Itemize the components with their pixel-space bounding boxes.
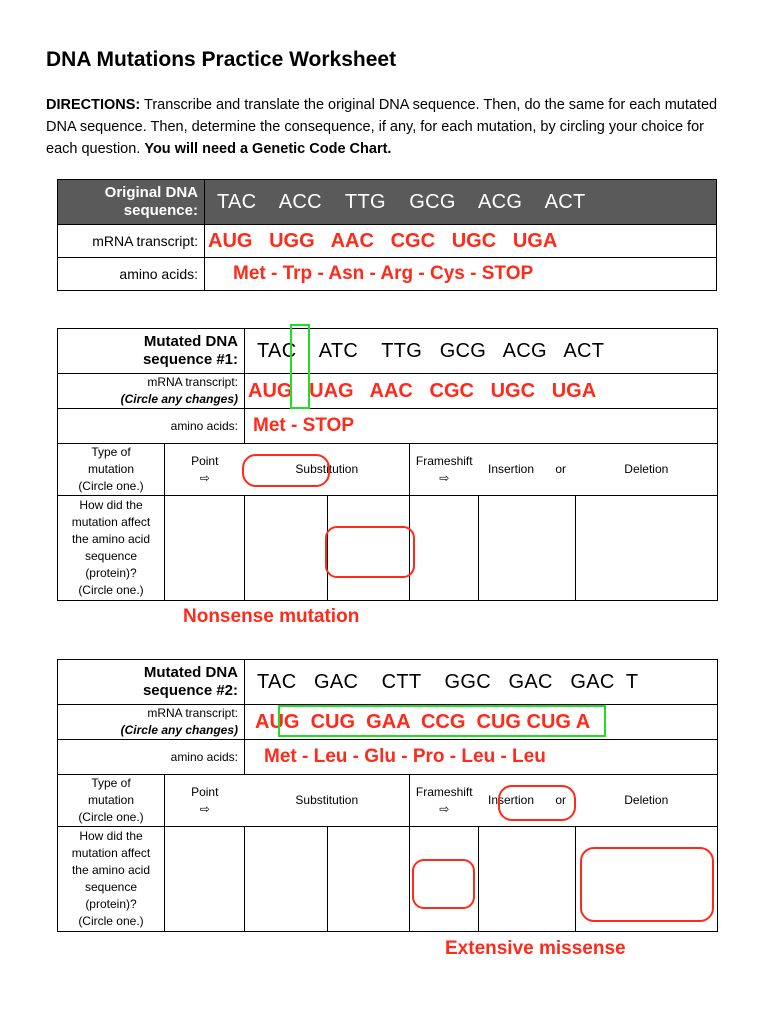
mutation2-effect-label: How did the mutation affect the amino acid sequence (protein)? (Circle one.): [58, 827, 165, 932]
mutation1-substitution-circle: [242, 454, 330, 487]
mutation1-effect-option-4[interactable]: [410, 496, 479, 601]
mutation1-frameshift-cell: [410, 444, 479, 496]
mutation2-frameshift-label: Frameshift: [415, 784, 473, 799]
mutation1-effect-option-1[interactable]: [165, 496, 245, 601]
mutation2-dna-sequence: TAC GAC CTT GGC GAC GAC T: [245, 660, 718, 705]
mutation1-mrna-label-line2: (Circle any changes): [120, 392, 239, 406]
mutation1-dna-label-line2: sequence #1:: [142, 351, 239, 368]
mutation2-effect-circle-2: [580, 847, 714, 922]
mutation2-dna-label-line2: sequence #2:: [142, 682, 239, 699]
mutation2-point-option[interactable]: Point: [191, 784, 219, 799]
mutation1-mrna-label: [58, 374, 245, 409]
mutation2-point-cell: [165, 775, 245, 827]
mutation1-effect-label: How did the mutation affect the amino acid sequence (protein)? (Circle one.): [58, 496, 165, 601]
mutation1-point-cell: [165, 444, 245, 496]
arrow-icon: ⇨: [439, 470, 450, 485]
mutation1-effect-option-6[interactable]: [576, 496, 718, 601]
mutation2-frameshift-cell: [410, 775, 479, 827]
mutation2-aa-label: amino acids:: [58, 740, 245, 775]
mutation1-mrna-label-line1: mRNA transcript:: [147, 375, 239, 389]
mutation1-insertion-cell: [479, 444, 576, 496]
original-dna-label-line2: sequence:: [123, 202, 198, 219]
directions-bold-tail: You will need a Genetic Code Chart.: [144, 141, 392, 157]
original-mrna-answer: AUG UGG AAC CGC UGC UGA: [205, 225, 717, 258]
mutation2-insertion-circle: [498, 785, 576, 821]
mutation2-effect-option-5[interactable]: [479, 827, 576, 932]
mutation2-deletion-option[interactable]: Deletion: [576, 775, 718, 827]
mutation2-substitution-option[interactable]: Substitution: [245, 775, 410, 827]
mutation1-aa-label: amino acids:: [58, 409, 245, 444]
mutation2-effect-option-2[interactable]: [245, 827, 328, 932]
original-dna-label: [58, 180, 205, 225]
directions-text: Transcribe and translate the original DNA sequence. Then, do the same for each mutated DNA sequence. Then, determine the consequence, if any, for each mutation, by circling your choice for each question.: [46, 97, 718, 157]
mutation1-effect-option-2[interactable]: [245, 496, 328, 601]
mutation2-dna-label-line1: Mutated DNA: [143, 664, 239, 681]
mutation1-substitution-option[interactable]: Substitution: [245, 444, 410, 496]
mutation2-mrna-start: AUG: [255, 710, 300, 733]
original-table: [57, 179, 717, 291]
mutation2-dna-label: [58, 660, 245, 705]
mutation1-point-option[interactable]: Point: [191, 453, 219, 468]
mutation1-dna-label-line1: Mutated DNA: [143, 333, 239, 350]
original-dna-sequence: TAC ACC TTG GCG ACG ACT: [205, 180, 717, 225]
mutation2-mrna-label-line2: (Circle any changes): [120, 723, 239, 737]
mutation1-changed-base-highlight: [290, 324, 310, 409]
mutation1-deletion-option[interactable]: Deletion: [576, 444, 718, 496]
mutation2-type-label: Type of mutation (Circle one.): [58, 775, 165, 827]
mutation2-mrna-label-line1: mRNA transcript:: [147, 706, 239, 720]
mutation2-aa-answer: Met - Leu - Glu - Pro - Leu - Leu: [245, 740, 718, 775]
mutation1-insertion-option[interactable]: Insertion: [487, 462, 535, 476]
mutation1-effect-circle: [325, 526, 415, 578]
mutation2-changed-codons-highlight: [278, 705, 606, 737]
directions: [46, 94, 736, 160]
directions-label: DIRECTIONS:: [46, 97, 141, 113]
page-title: DNA Mutations Practice Worksheet: [46, 48, 397, 71]
mutation1-dna-sequence: TAC ATC TTG GCG ACG ACT: [245, 329, 718, 374]
mutation2-effect-option-1[interactable]: [165, 827, 245, 932]
original-aa-answer: Met - Trp - Asn - Arg - Cys - STOP: [205, 258, 717, 291]
mutation2-mrna-label: [58, 705, 245, 740]
mutation1-type-label: Type of mutation (Circle one.): [58, 444, 165, 496]
mutation2-mrna-changed: CUG GAA CCG CUG CUG A: [310, 710, 591, 733]
original-dna-label-line1: Original DNA: [104, 184, 198, 201]
mutation2-effect-option-3[interactable]: [328, 827, 410, 932]
mutation2-note: Extensive missense: [445, 938, 626, 959]
mutation1-aa-answer: Met - STOP: [245, 409, 718, 444]
mutation2-or: or: [555, 793, 567, 807]
arrow-icon: ⇨: [439, 801, 450, 816]
original-aa-label: amino acids:: [58, 258, 205, 291]
mutation1-effect-option-5[interactable]: [479, 496, 576, 601]
mutation1-note: Nonsense mutation: [183, 606, 360, 627]
arrow-icon: ⇨: [199, 470, 210, 485]
mutation2-insertion-option[interactable]: Insertion: [487, 793, 535, 807]
mutation1-or: or: [555, 462, 567, 476]
arrow-icon: ⇨: [199, 801, 210, 816]
mutation1-dna-label: [58, 329, 245, 374]
mutation1-frameshift-label: Frameshift: [415, 453, 473, 468]
mutation1-mrna-answer: AUG UAG AAC CGC UGC UGA: [245, 374, 718, 409]
original-mrna-label: mRNA transcript:: [58, 225, 205, 258]
mutation2-effect-circle-1: [412, 859, 475, 909]
